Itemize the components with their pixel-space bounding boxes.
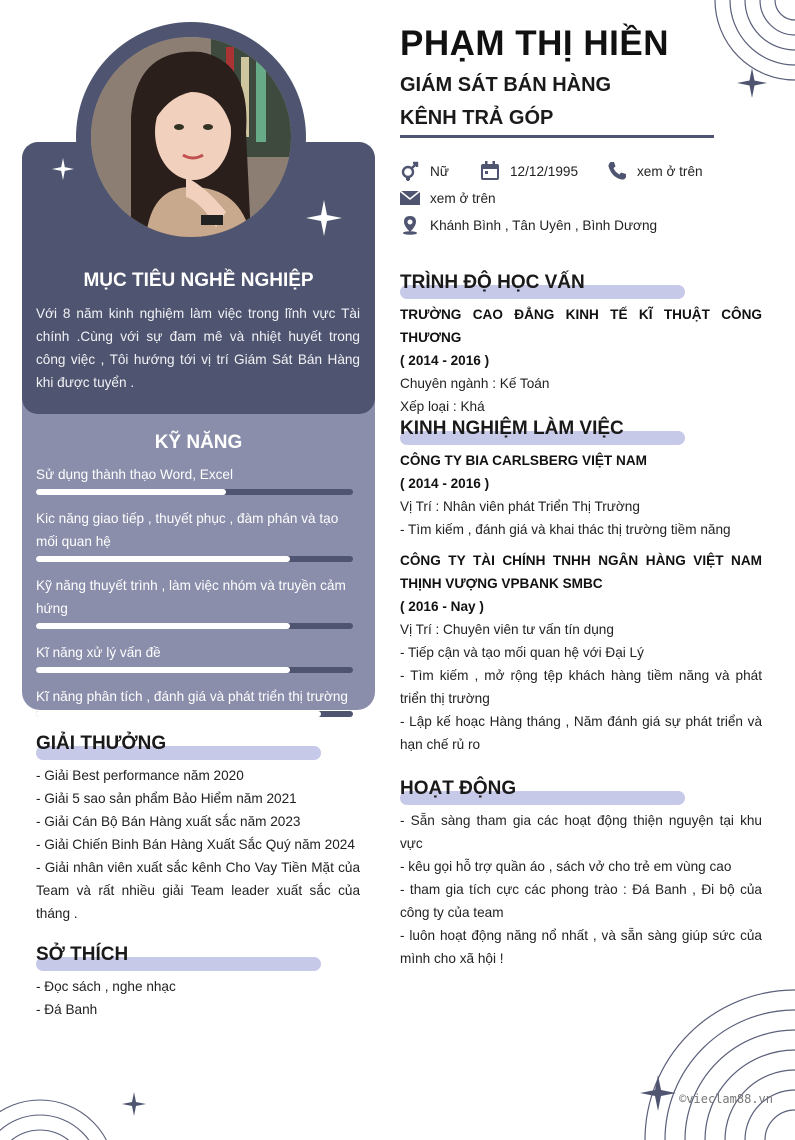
skill-bar-fill xyxy=(36,556,290,562)
skill-bar-fill xyxy=(36,623,290,629)
skill-item xyxy=(36,641,353,673)
sparkle-icon xyxy=(737,68,767,98)
awards-heading xyxy=(36,733,321,755)
list-item: - Tiếp cận và tạo mối quan hệ với Đại Lý xyxy=(400,645,644,660)
skill-item xyxy=(36,574,353,629)
info-birthday xyxy=(480,161,578,181)
list-item: - tham gia tích cực các phong trào : Đá Banh , Đi bộ của công ty của team xyxy=(400,882,762,920)
location-pin-icon xyxy=(400,215,420,235)
sparkle-icon xyxy=(640,1075,676,1111)
experience-title: KINH NGHIỆM LÀM VIỆC xyxy=(400,418,624,439)
skill-item xyxy=(36,463,353,495)
list-item: - Sẵn sàng tham gia các hoạt động thiện nguyện tại khu vực xyxy=(400,813,762,851)
awards-title: GIẢI THƯỞNG xyxy=(36,733,167,754)
skill-bar xyxy=(36,711,353,717)
hobbies-list xyxy=(36,975,360,1021)
skill-item xyxy=(36,507,353,562)
skills-list xyxy=(36,463,353,729)
list-item: - Giải Chiến Binh Bán Hàng Xuất Sắc Quý năm 2024 xyxy=(36,837,355,852)
sparkle-icon xyxy=(52,158,74,180)
email-value: xem ở trên xyxy=(430,190,496,206)
hobbies-title: SỞ THÍCH xyxy=(36,944,129,965)
skill-label: Kỹ năng thuyết trình , làm việc nhóm và truyền cảm hứng xyxy=(36,578,346,616)
portrait-image xyxy=(91,37,291,237)
list-item: - Đọc sách , nghe nhạc xyxy=(36,979,176,994)
info-address xyxy=(400,215,657,235)
education-period: ( 2014 - 2016 ) xyxy=(400,353,490,368)
list-item: - luôn hoạt động năng nổ nhất , và sẵn sàng giúp sức của mình cho xã hội ! xyxy=(400,928,762,966)
skill-bar xyxy=(36,623,353,629)
avatar xyxy=(91,37,291,237)
list-item: - kêu gọi hỗ trợ quần áo , sách vở cho trẻ em vùng cao xyxy=(400,859,732,874)
education-block xyxy=(400,303,762,418)
info-gender xyxy=(400,161,449,181)
birthday-value: 12/12/1995 xyxy=(510,163,579,179)
experience-block xyxy=(400,449,762,756)
arc-decoration-bottom-left xyxy=(0,1065,120,1140)
info-phone xyxy=(607,161,703,181)
sparkle-icon xyxy=(122,1092,146,1116)
list-item: Vị Trí : Nhân viên phát Triển Thị Trường xyxy=(400,499,640,514)
gender-value: Nữ xyxy=(430,163,449,179)
candidate-name: PHẠM THỊ HIỀN xyxy=(400,24,669,63)
address-value: Khánh Bình , Tân Uyên , Bình Dương xyxy=(430,217,658,233)
company-name: CÔNG TY TÀI CHÍNH TNHH NGÂN HÀNG VIỆT NAM THỊNH VƯỢNG VPBANK SMBC xyxy=(400,553,762,591)
list-item: - Đá Banh xyxy=(36,1002,98,1017)
list-item: - Giải Cán Bộ Bán Hàng xuất sắc năm 2023 xyxy=(36,814,301,829)
list-item: - Giải nhân viên xuất sắc kênh Cho Vay Tiền Mặt của Team và rất nhiều giải Team leader xuất sắc của tháng . xyxy=(36,860,360,921)
activities-title: HOẠT ĐỘNG xyxy=(400,778,517,799)
education-heading xyxy=(400,272,685,294)
arc-decoration-bottom-right xyxy=(640,960,795,1140)
calendar-icon xyxy=(480,161,500,181)
header-rule xyxy=(400,135,714,138)
objective-text: Với 8 năm kinh nghiệm làm việc trong lĩnh vực Tài chính .Cùng với sự đam mê và nhiệt huyết trong công việc , Tôi hướng tới vị trí Giám Sát Bán Hàng khi được tuyển . xyxy=(36,306,360,390)
education-major: Chuyên ngành : Kế Toán xyxy=(400,376,550,391)
phone-icon xyxy=(607,161,627,181)
list-item: - Tìm kiếm , đánh giá và khai thác thị trường tiềm năng xyxy=(400,522,731,537)
company-name: CÔNG TY BIA CARLSBERG VIỆT NAM xyxy=(400,453,647,468)
job-period: ( 2016 - Nay ) xyxy=(400,599,484,614)
list-item: - Tìm kiếm , mở rộng tệp khách hàng tiềm năng và phát triển thị trường xyxy=(400,668,762,706)
info-email xyxy=(400,188,496,208)
skill-bar xyxy=(36,556,353,562)
list-item: - Giải 5 sao sản phẩm Bảo Hiểm năm 2021 xyxy=(36,791,297,806)
skill-bar-fill xyxy=(36,711,321,717)
skills-title: KỸ NĂNG xyxy=(154,432,243,453)
list-item: - Giải Best performance năm 2020 xyxy=(36,768,244,783)
activities-heading xyxy=(400,778,685,800)
job-title-line1: GIÁM SÁT BÁN HÀNG xyxy=(400,74,612,96)
skill-label: Sử dụng thành thạo Word, Excel xyxy=(36,467,234,482)
activities-block xyxy=(400,809,762,970)
sparkle-icon xyxy=(306,200,342,236)
skill-label: Kĩ năng xử lý vấn đề xyxy=(36,645,161,660)
skill-bar xyxy=(36,667,353,673)
school-name: TRƯỜNG CAO ĐẲNG KINH TẾ KĨ THUẬT CÔNG THƯƠNG xyxy=(400,307,762,345)
skill-bar xyxy=(36,489,353,495)
job-title-line2: KÊNH TRẢ GÓP xyxy=(400,107,554,129)
education-title: TRÌNH ĐỘ HỌC VẤN xyxy=(400,272,585,293)
awards-list xyxy=(36,764,360,925)
objective-title: MỤC TIÊU NGHỀ NGHIỆP xyxy=(83,270,314,291)
phone-value: xem ở trên xyxy=(637,163,703,179)
skill-item xyxy=(36,685,353,717)
experience-heading xyxy=(400,418,685,440)
list-item: - Lập kế hoạc Hàng tháng , Năm đánh giá sự phát triển và hạn chế rủ ro xyxy=(400,714,762,752)
list-item: Vị Trí : Chuyên viên tư vấn tín dụng xyxy=(400,622,614,637)
job-period: ( 2014 - 2016 ) xyxy=(400,476,490,491)
skill-label: Kĩ năng phân tích , đánh giá và phát triển thị trường xyxy=(36,689,348,704)
skill-label: Kic năng giao tiếp , thuyết phục , đàm phán và tạo mối quan hệ xyxy=(36,511,339,549)
watermark: ©vieclam88.vn xyxy=(679,1092,773,1106)
education-grade: Xếp loại : Khá xyxy=(400,399,485,414)
skill-bar-fill xyxy=(36,667,290,673)
skill-bar-fill xyxy=(36,489,226,495)
hobbies-heading xyxy=(36,944,321,966)
mail-icon xyxy=(400,188,420,208)
gender-icon xyxy=(400,161,420,181)
